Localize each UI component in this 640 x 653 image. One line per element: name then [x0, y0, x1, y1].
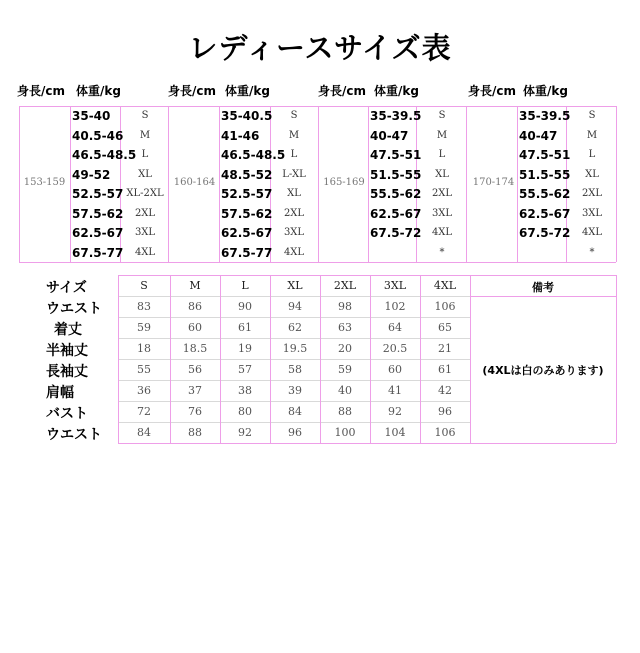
measurement-cell: 42	[438, 384, 452, 397]
grid-line	[19, 262, 616, 263]
size-cell: XL	[585, 168, 599, 180]
size-cell: M	[139, 129, 151, 141]
measurement-cell: 96	[438, 405, 452, 418]
remarks-header: 備考	[532, 281, 554, 294]
measurement-cell: 84	[288, 405, 302, 418]
measurement-cell: 36	[137, 384, 151, 397]
size-cell: L-XL	[282, 168, 306, 180]
measurement-cell: 60	[388, 363, 402, 376]
weight-cell: 40-47	[370, 128, 409, 143]
weight-cell: 51.5-55	[519, 167, 571, 182]
size-cell: S	[141, 110, 149, 121]
weight-cell: 47.5-51	[519, 148, 571, 162]
measurement-cell: 96	[288, 426, 302, 439]
weight-cell: 55.5-62	[370, 187, 422, 201]
measurement-cell: 19.5	[282, 342, 308, 355]
measurement-cell: 56	[188, 363, 202, 376]
measurement-cell: 88	[188, 426, 202, 439]
weight-cell: 49-52	[72, 167, 111, 182]
size-cell: XL	[435, 168, 449, 180]
grid-line	[118, 275, 616, 276]
measurement-label: 着丈	[54, 322, 82, 338]
grid-line	[370, 275, 371, 443]
measurement-cell: 61	[238, 321, 252, 334]
weight-cell: 67.5-77	[221, 245, 273, 260]
size-cell: 2XL	[581, 188, 603, 199]
weight-cell: 57.5-62	[221, 206, 273, 221]
size-cell: M	[436, 129, 448, 141]
weight-header: 体重/kg	[225, 84, 270, 98]
measurement-cell: 62	[288, 321, 302, 334]
measurement-cell: 102	[384, 300, 406, 313]
measurement-cell: 58	[288, 363, 302, 376]
measurement-label: ウエスト	[46, 427, 102, 443]
weight-cell: 62.5-67	[519, 206, 571, 221]
measurement-cell: 92	[238, 426, 252, 439]
size-cell: 3XL	[134, 227, 156, 238]
measurement-cell: 18.5	[182, 342, 208, 355]
measurement-cell: 72	[137, 405, 151, 418]
size-cell: M	[586, 129, 598, 141]
measurement-cell: 19	[238, 342, 252, 355]
measurement-cell: 59	[338, 363, 352, 376]
size-cell: L	[290, 149, 298, 160]
weight-cell: 52.5-57	[221, 187, 273, 201]
size-cell: S	[438, 110, 446, 121]
measurement-cell: 63	[338, 321, 352, 334]
measurement-cell: 39	[288, 384, 302, 397]
size-label: サイズ	[46, 280, 87, 296]
height-header: 身長/cm	[468, 84, 517, 98]
size-cell: 4XL	[431, 227, 453, 238]
measurement-cell: 18	[137, 342, 151, 355]
weight-cell: 35-40	[72, 109, 111, 123]
weight-cell: 55.5-62	[519, 187, 571, 201]
weight-cell: 51.5-55	[370, 167, 422, 182]
weight-header: 体重/kg	[523, 84, 568, 98]
weight-cell: 52.5-57	[72, 187, 124, 201]
measurement-cell: 76	[188, 405, 202, 418]
size-header: M	[189, 279, 201, 292]
measurement-cell: 94	[288, 300, 302, 313]
size-cell: L	[141, 149, 149, 160]
size-cell: XL-2XL	[126, 188, 164, 199]
grid-line	[420, 275, 421, 443]
remarks-text: (4XLは白のみあります)	[482, 363, 604, 377]
height-range: 165-169	[323, 177, 365, 188]
size-cell: L	[588, 149, 596, 160]
measurement-cell: 84	[137, 426, 151, 439]
measurement-cell: 55	[137, 363, 151, 376]
measurement-cell: 21	[438, 342, 452, 355]
size-header: 4XL	[433, 279, 457, 292]
measurement-cell: 106	[434, 300, 456, 313]
grid-line	[19, 106, 20, 262]
size-cell: 3XL	[581, 207, 603, 219]
measurement-cell: 59	[137, 321, 151, 334]
size-cell: XL	[138, 168, 152, 180]
height-header: 身長/cm	[318, 84, 367, 98]
grid-line	[19, 106, 616, 107]
size-cell: 4XL	[134, 246, 156, 258]
grid-line	[270, 275, 271, 443]
measurement-cell: 60	[188, 321, 202, 334]
measurement-cell: 83	[137, 300, 151, 313]
grid-line	[470, 275, 471, 443]
measurement-cell: 88	[338, 405, 352, 418]
size-header: S	[140, 279, 148, 292]
size-cell: L	[438, 149, 446, 160]
size-cell: *	[439, 246, 445, 258]
measurement-cell: 40	[338, 384, 352, 397]
measurement-cell: 37	[188, 384, 202, 397]
size-cell: 3XL	[431, 207, 453, 219]
measurement-cell: 104	[384, 426, 406, 439]
weight-cell: 35-39.5	[370, 109, 422, 123]
height-header: 身長/cm	[17, 84, 66, 98]
measurement-cell: 64	[388, 321, 402, 334]
weight-cell: 35-40.5	[221, 109, 273, 123]
size-cell: 2XL	[134, 207, 156, 219]
height-header: 身長/cm	[168, 84, 217, 98]
grid-line	[118, 443, 616, 444]
grid-line	[616, 106, 617, 262]
weight-cell: 47.5-51	[370, 148, 422, 162]
size-cell: M	[288, 129, 300, 141]
grid-line	[320, 275, 321, 443]
size-header: L	[241, 279, 249, 292]
weight-cell: 40-47	[519, 128, 558, 143]
measurement-cell: 20.5	[382, 342, 408, 355]
size-header: 2XL	[333, 279, 357, 292]
measurement-label: 肩幅	[46, 385, 74, 401]
size-cell: 4XL	[581, 227, 603, 238]
weight-cell: 41-46	[221, 128, 260, 143]
measurement-cell: 106	[434, 426, 456, 439]
grid-line	[616, 275, 617, 443]
grid-line	[118, 275, 119, 443]
measurement-cell: 100	[334, 426, 356, 439]
weight-cell: 62.5-67	[370, 206, 422, 221]
page-title: レディースサイズ表	[188, 31, 452, 65]
weight-cell: 67.5-72	[519, 226, 571, 240]
weight-cell: 67.5-72	[370, 226, 422, 240]
measurement-cell: 65	[438, 321, 452, 334]
weight-header: 体重/kg	[374, 84, 419, 98]
size-cell: XL	[287, 188, 301, 199]
size-header: XL	[287, 279, 303, 292]
grid-line	[170, 275, 171, 443]
measurement-cell: 20	[338, 342, 352, 355]
weight-cell: 57.5-62	[72, 206, 124, 221]
weight-cell: 48.5-52	[221, 167, 273, 182]
size-cell: 2XL	[283, 207, 305, 219]
measurement-label: ウエスト	[46, 301, 102, 317]
measurement-label: 半袖丈	[46, 343, 88, 359]
measurement-cell: 86	[188, 300, 202, 313]
size-header: 3XL	[383, 279, 407, 292]
measurement-cell: 38	[238, 384, 252, 397]
measurement-cell: 98	[338, 300, 352, 313]
size-cell: S	[588, 110, 596, 121]
size-cell: 3XL	[283, 227, 305, 238]
weight-cell: 40.5-46	[72, 128, 124, 143]
measurement-cell: 57	[238, 363, 252, 376]
grid-line	[470, 296, 616, 297]
measurement-label: バスト	[46, 406, 88, 422]
measurement-cell: 41	[388, 384, 402, 397]
weight-cell: 67.5-77	[72, 245, 124, 260]
size-cell: *	[589, 246, 595, 258]
size-cell: 4XL	[283, 246, 305, 258]
weight-cell: 62.5-67	[221, 226, 273, 240]
weight-cell: 46.5-48.5	[221, 148, 286, 162]
height-range: 170-174	[472, 177, 515, 188]
weight-header: 体重/kg	[76, 84, 121, 98]
weight-cell: 35-39.5	[519, 109, 571, 123]
height-range: 153-159	[23, 177, 66, 188]
measurement-cell: 92	[388, 405, 402, 418]
weight-cell: 46.5-48.5	[72, 148, 137, 162]
measurement-cell: 61	[438, 363, 452, 376]
size-cell: 2XL	[431, 188, 453, 199]
measurement-cell: 90	[238, 300, 252, 313]
height-range: 160-164	[173, 177, 216, 188]
measurement-cell: 80	[238, 405, 252, 418]
size-cell: S	[290, 110, 298, 121]
measurement-label: 長袖丈	[46, 364, 88, 380]
grid-line	[220, 275, 221, 443]
weight-cell: 62.5-67	[72, 226, 124, 240]
